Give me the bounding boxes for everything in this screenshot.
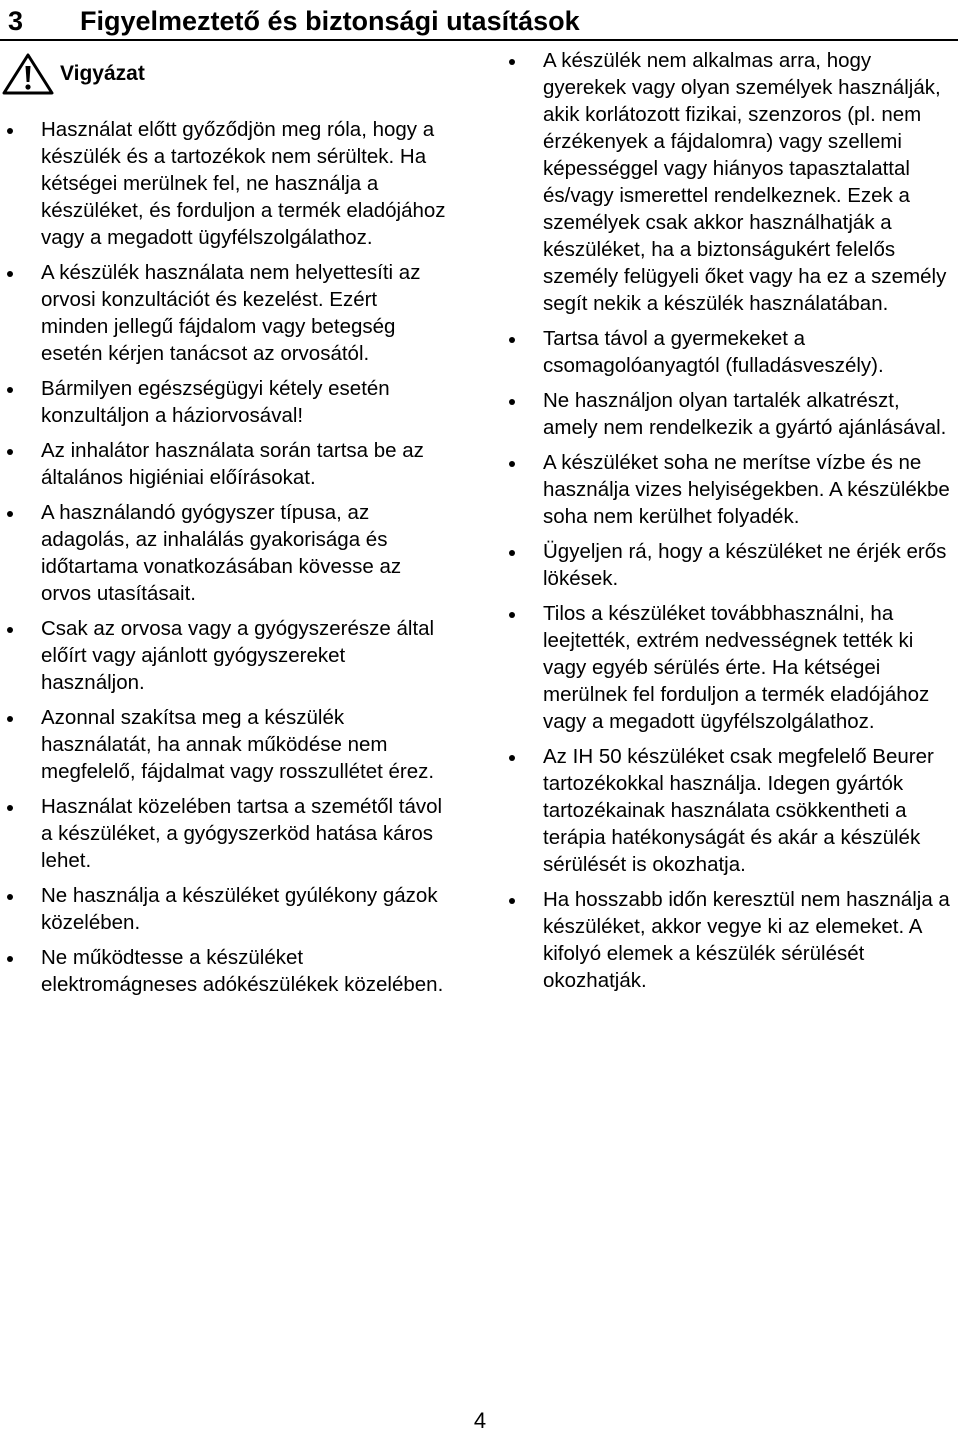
bullet-icon	[509, 337, 515, 343]
list-item-text: Bármilyen egészségügyi kétely esetén konzultáljon a háziorvosával!	[41, 377, 390, 427]
list-item-text: Tilos a készüléket továbbhasználni, ha leejtették, extrém nedvességnek tették ki vagy egyéb sérülés érte. Ha kétségei merülnek fel forduljon a termék eladójához vagy a megadott ügyfélszolgálathoz.	[543, 602, 930, 733]
bullet-icon	[7, 627, 13, 633]
list-item-text: A készüléket soha ne merítse vízbe és ne használja vizes helyiségekben. A készülékbe soha nem kerülhet folyadék.	[543, 451, 950, 528]
list-item	[509, 47, 959, 317]
bullet-icon	[7, 805, 13, 811]
bullet-icon	[509, 59, 515, 65]
list-item-text: Az inhalátor használata során tartsa be az általános higiéniai előírásokat.	[41, 439, 424, 489]
bullet-icon	[509, 461, 515, 467]
bullet-icon	[7, 956, 13, 962]
heading-divider	[0, 39, 958, 41]
list-item-text: A használandó gyógyszer típusa, az adagolás, az inhalálás gyakorisága és időtartama vonatkozásában kövesse az orvos utasításait.	[41, 501, 402, 605]
list-item	[7, 615, 447, 696]
list-item	[7, 116, 447, 251]
bullet-icon	[7, 387, 13, 393]
warning-triangle-icon	[2, 52, 54, 96]
section-title: Figyelmeztető és biztonsági utasítások	[80, 6, 580, 36]
list-item	[7, 259, 447, 367]
list-item	[509, 600, 959, 735]
list-item-text: Ne használja a készüléket gyúlékony gázok közelében.	[41, 884, 438, 934]
bullet-icon	[7, 894, 13, 900]
bullet-icon	[7, 511, 13, 517]
list-item	[509, 538, 959, 592]
list-item-text: Ne működtesse a készüléket elektromágneses adókészülékek közelében.	[41, 946, 444, 996]
list-item-text: Tartsa távol a gyermekeket a csomagolóanyagtól (fulladásveszély).	[543, 327, 884, 377]
list-item-text: Használat közelében tartsa a szemétől távol a készüléket, a gyógyszerköd hatása káros lehet.	[41, 795, 443, 872]
list-item-text: A készülék nem alkalmas arra, hogy gyerekek vagy olyan személyek használják, akik korlátozott fizikai, szenzoros (pl. nem érzékenyek a fájdalomra) vagy szellemi képességgel vagy hiányos tapasztalattal és/vagy ismerettel rendelkeznek. Ezek a személyek csak akkor használhatják a készüléket, ha a biztonságukért felelős személy felügyeli őket vagy ha ez a személy segít nekik a készülék használatában.	[543, 49, 947, 315]
bullet-icon	[509, 399, 515, 405]
list-item	[7, 437, 447, 491]
bullet-icon	[509, 612, 515, 618]
bullet-icon	[7, 271, 13, 277]
list-item	[509, 325, 959, 379]
list-item	[509, 743, 959, 878]
list-item	[7, 375, 447, 429]
list-item-text: Azonnal szakítsa meg a készülék használatát, ha annak működése nem megfelelő, fájdalmat vagy rosszullétet érez.	[41, 706, 435, 783]
list-item	[7, 793, 447, 874]
bullet-icon	[7, 128, 13, 134]
list-item	[7, 944, 447, 998]
list-item	[509, 449, 959, 530]
list-item	[7, 499, 447, 607]
page-number: 4	[473, 1408, 487, 1433]
list-item	[7, 882, 447, 936]
warning-label: Vigyázat	[60, 62, 145, 85]
list-item	[7, 704, 447, 785]
list-item-text: Ne használjon olyan tartalék alkatrészt, amely nem rendelkezik a gyártó ajánlásával.	[543, 389, 947, 439]
section-number: 3	[8, 6, 24, 36]
list-item-text: Használat előtt győződjön meg róla, hogy a készülék és a tartozékok nem sérültek. Ha kétségei merülnek fel, ne használja a készüléket, és forduljon a termék eladójához vagy a megadott ügyfélszolgálathoz.	[41, 118, 446, 249]
warning-callout	[2, 52, 145, 96]
bullet-icon	[7, 716, 13, 722]
list-item-text: Csak az orvosa vagy a gyógyszerésze által előírt vagy ajánlott gyógyszereket használjon.	[41, 617, 435, 694]
bullet-icon	[7, 449, 13, 455]
list-item	[509, 387, 959, 441]
section-heading	[8, 3, 958, 39]
list-item-text: Ha hosszabb időn keresztül nem használja a készüléket, akkor vegye ki az elemeket. A kifolyó elemek a készülék sérülését okozhatják.	[543, 888, 950, 992]
left-bullet-list	[7, 116, 447, 1006]
list-item-text: Az IH 50 készüléket csak megfelelő Beurer tartozékokkal használja. Idegen gyártók tartozékainak használata csökkentheti a terápia hatékonyságát és akár a készülék sérülését is okozhatja.	[543, 745, 934, 876]
right-bullet-list	[509, 47, 959, 1002]
list-item-text: Ügyeljen rá, hogy a készüléket ne érjék erős lökések.	[543, 540, 947, 590]
bullet-icon	[509, 550, 515, 556]
list-item	[509, 886, 959, 994]
bullet-icon	[509, 755, 515, 761]
bullet-icon	[509, 898, 515, 904]
list-item-text: A készülék használata nem helyettesíti az orvosi konzultációt és kezelést. Ezért minden jellegű fájdalom vagy betegség esetén kérjen tanácsot az orvosától.	[41, 261, 421, 365]
